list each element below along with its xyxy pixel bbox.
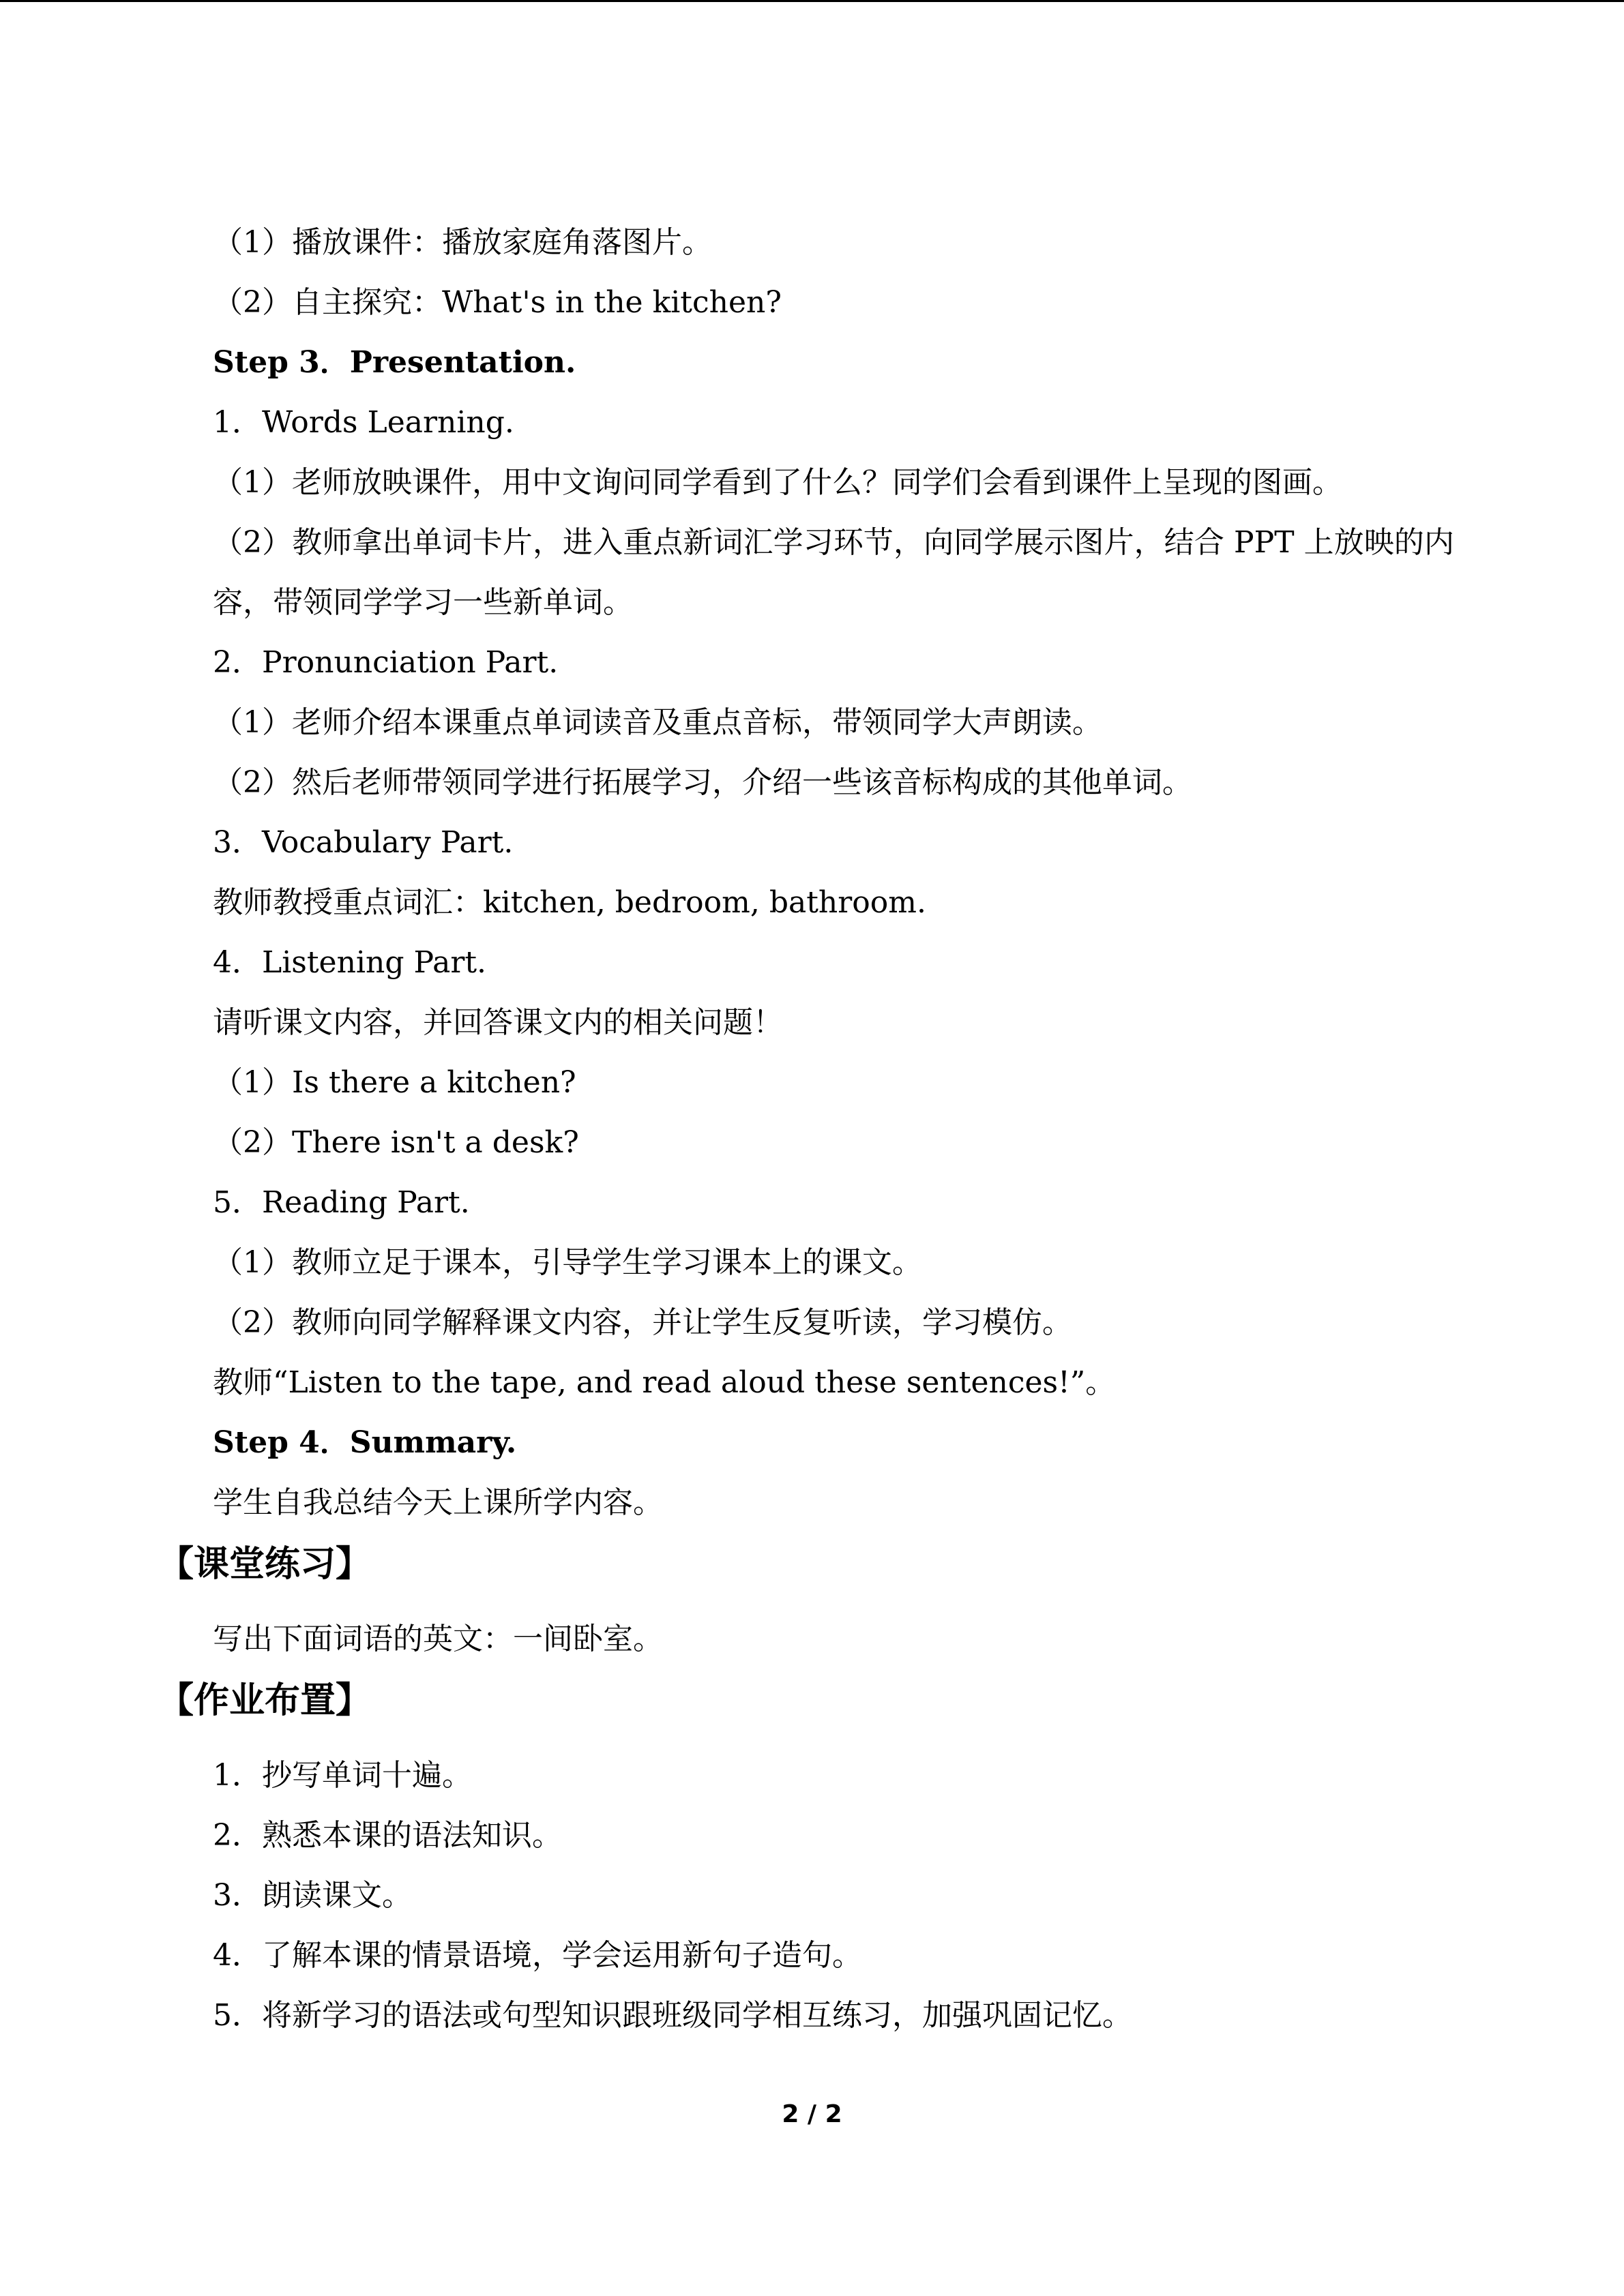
text-line: 请听课文内容，并回答课文内的相关问题！ xyxy=(213,1005,783,1040)
text-line: （1）老师放映课件，用中文询问同学看到了什么？同学们会看到课件上呈现的图画。 xyxy=(213,465,1342,500)
text-line: 教师“Listen to the tape, and read aloud these sentences!”。 xyxy=(213,1365,1116,1400)
homework-item: 2．熟悉本课的语法知识。 xyxy=(213,1818,562,1853)
text-line: （1）播放课件：播放家庭角落图片。 xyxy=(213,225,712,260)
homework-heading: 【作业布置】 xyxy=(158,1680,372,1721)
text-line: 学生自我总结今天上课所学内容。 xyxy=(213,1485,663,1520)
text-line: 2．Pronunciation Part. xyxy=(213,645,559,680)
text-line: （2）自主探究：What's in the kitchen? xyxy=(213,285,782,320)
text-line: 3．Vocabulary Part. xyxy=(213,825,514,860)
practice-text: 写出下面词语的英文：一间卧室。 xyxy=(213,1622,663,1656)
text-line: 教师教授重点词汇：kitchen, bedroom, bathroom. xyxy=(213,885,926,920)
homework-item: 5．将新学习的语法或句型知识跟班级同学相互练习，加强巩固记忆。 xyxy=(213,1998,1132,2033)
text-line: 4．Listening Part. xyxy=(213,945,487,980)
step-heading: Step 4．Summary. xyxy=(213,1425,517,1460)
practice-heading: 【课堂练习】 xyxy=(158,1544,372,1585)
homework-item: 4．了解本课的情景语境，学会运用新句子造句。 xyxy=(213,1938,862,1973)
text-paragraph: （2）教师拿出单词卡片，进入重点新词汇学习环节，向同学展示图片，结合 PPT 上放映的内容，带领同学学习一些新单词。 xyxy=(213,525,1454,620)
text-line: （1）Is there a kitchen? xyxy=(213,1065,576,1100)
document-body xyxy=(158,213,1454,2046)
homework-item: 3．朗读课文。 xyxy=(213,1878,412,1913)
page-number: 2 / 2 xyxy=(782,2100,842,2128)
homework-item: 1．抄写单词十遍。 xyxy=(213,1758,472,1793)
text-line: （2）教师向同学解释课文内容，并让学生反复听读，学习模仿。 xyxy=(213,1305,1072,1340)
text-line: （2）然后老师带领同学进行拓展学习，介绍一些该音标构成的其他单词。 xyxy=(213,765,1192,800)
step-heading: Step 3．Presentation. xyxy=(213,345,576,380)
text-line: 5．Reading Part. xyxy=(213,1185,470,1220)
text-line: 1．Words Learning. xyxy=(213,405,514,440)
text-line: （2）There isn't a desk? xyxy=(213,1125,579,1160)
top-border-rule xyxy=(0,0,1624,2)
text-line: （1）教师立足于课本，引导学生学习课本上的课文。 xyxy=(213,1245,922,1280)
text-line: （1）老师介绍本课重点单词读音及重点音标，带领同学大声朗读。 xyxy=(213,705,1102,740)
